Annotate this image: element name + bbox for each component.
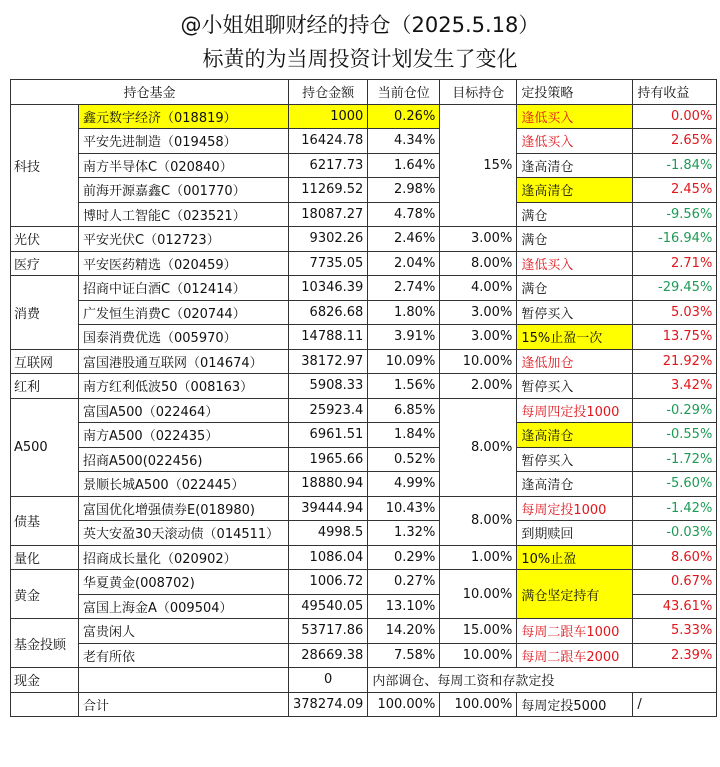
fund-profit: -1.84% [633,153,717,178]
holdings-table [10,79,717,717]
fund-position: 1.32% [368,521,440,546]
fund-profit: 0.67% [633,570,717,595]
category-cash: 现金 [11,668,79,693]
target-internet: 10.00% [440,349,517,374]
fund-amount: 7735.05 [289,251,368,276]
fund-name: 国泰消费优选（005970） [79,325,289,350]
fund-amount: 28669.38 [289,643,368,668]
fund-position: 0.29% [368,545,440,570]
fund-strategy: 到期赎回 [517,521,633,546]
fund-profit: -16.94% [633,227,717,252]
fund-position: 1.56% [368,374,440,399]
fund-position: 0.26% [368,104,440,129]
fund-amount: 53717.86 [289,619,368,644]
fund-amount: 38172.97 [289,349,368,374]
fund-name: 招商A500(022456) [79,447,289,472]
fund-profit: 0.00% [633,104,717,129]
fund-strategy: 满仓 [517,227,633,252]
target-consumer-1: 4.00% [440,276,517,301]
table-row [11,251,717,276]
table-row [11,496,717,521]
fund-amount: 49540.05 [289,594,368,619]
header-fund: 持仓基金 [11,80,289,105]
table-row [11,447,717,472]
header-row [11,80,717,105]
fund-profit: -1.42% [633,496,717,521]
total-row [11,692,717,717]
target-a500: 8.00% [440,398,517,496]
category-bond: 债基 [11,496,79,545]
category-consumer: 消费 [11,276,79,350]
fund-name: 平安先进制造（019458） [79,129,289,154]
target-advisor-2: 10.00% [440,643,517,668]
target-consumer-3: 3.00% [440,325,517,350]
total-label: 合计 [79,692,289,717]
fund-amount: 9302.26 [289,227,368,252]
category-medical: 医疗 [11,251,79,276]
table-row [11,374,717,399]
cash-note: 内部调仓、每周工资和存款定投 [368,668,717,693]
fund-name: 景顺长城A500（022445） [79,472,289,497]
fund-amount: 1086.04 [289,545,368,570]
fund-name: 广发恒生消费C（020744） [79,300,289,325]
fund-profit: 2.39% [633,643,717,668]
table-row [11,570,717,595]
fund-profit: -5.60% [633,472,717,497]
total-target: 100.00% [440,692,517,717]
table-row [11,129,717,154]
header-position: 当前仓位 [368,80,440,105]
header-profit: 持有收益 [633,80,717,105]
fund-profit: -0.29% [633,398,717,423]
target-quant: 1.00% [440,545,517,570]
fund-strategy: 逢高清仓 [517,423,633,448]
fund-name: 招商中证白酒C（012414） [79,276,289,301]
fund-amount: 14788.11 [289,325,368,350]
table-row [11,545,717,570]
fund-name: 博时人工智能C（023521） [79,202,289,227]
fund-name: 前海开源嘉鑫C（001770） [79,178,289,203]
table-row [11,423,717,448]
fund-position: 1.80% [368,300,440,325]
fund-profit: 3.42% [633,374,717,399]
fund-name: 南方半导体C（020840） [79,153,289,178]
category-gold: 黄金 [11,570,79,619]
table-row [11,300,717,325]
target-advisor-1: 15.00% [440,619,517,644]
fund-strategy: 暂停买入 [517,447,633,472]
fund-strategy: 逢高清仓 [517,153,633,178]
fund-strategy: 15%止盈一次 [517,325,633,350]
fund-amount: 1965.66 [289,447,368,472]
fund-position: 2.98% [368,178,440,203]
fund-name: 富国优化增强债券E(018980) [79,496,289,521]
fund-position: 10.43% [368,496,440,521]
table-row [11,153,717,178]
fund-profit: -0.03% [633,521,717,546]
fund-position: 2.04% [368,251,440,276]
fund-name: 平安医药精选（020459） [79,251,289,276]
table-row [11,643,717,668]
target-bond: 8.00% [440,496,517,545]
fund-strategy: 逢低买入 [517,129,633,154]
fund-position: 2.46% [368,227,440,252]
fund-profit: -1.72% [633,447,717,472]
fund-amount: 6217.73 [289,153,368,178]
category-internet: 互联网 [11,349,79,374]
fund-strategy: 逢低买入 [517,251,633,276]
fund-amount: 16424.78 [289,129,368,154]
fund-strategy: 每周二跟车1000 [517,619,633,644]
category-advisor: 基金投顾 [11,619,79,668]
category-dividend: 红利 [11,374,79,399]
fund-amount: 18087.27 [289,202,368,227]
fund-name: 平安光伏C（012723） [79,227,289,252]
fund-name: 老有所依 [79,643,289,668]
page-title [0,0,720,78]
total-profit: / [633,692,717,717]
fund-position: 7.58% [368,643,440,668]
fund-position: 10.09% [368,349,440,374]
fund-profit: 5.03% [633,300,717,325]
total-amount: 378274.09 [289,692,368,717]
fund-amount: 18880.94 [289,472,368,497]
fund-position: 6.85% [368,398,440,423]
category-quant: 量化 [11,545,79,570]
fund-amount: 1006.72 [289,570,368,595]
fund-name: 南方A500（022435） [79,423,289,448]
fund-position: 4.99% [368,472,440,497]
category-a500: A500 [11,398,79,496]
target-solar: 3.00% [440,227,517,252]
fund-name: 华夏黄金(008702) [79,570,289,595]
fund-amount: 1000 [289,104,368,129]
table-row [11,521,717,546]
fund-profit: 8.60% [633,545,717,570]
table-row [11,104,717,129]
fund-strategy: 满仓 [517,276,633,301]
header-strategy: 定投策略 [517,80,633,105]
category-tech: 科技 [11,104,79,227]
fund-strategy: 逢低加仓 [517,349,633,374]
total-strategy: 每周定投5000 [517,692,633,717]
fund-amount: 25923.4 [289,398,368,423]
fund-profit: 2.45% [633,178,717,203]
fund-position: 4.78% [368,202,440,227]
fund-position: 1.64% [368,153,440,178]
fund-position: 3.91% [368,325,440,350]
category-solar: 光伏 [11,227,79,252]
fund-amount: 11269.52 [289,178,368,203]
fund-profit: -29.45% [633,276,717,301]
fund-position: 4.34% [368,129,440,154]
fund-strategy: 每周定投1000 [517,496,633,521]
target-dividend: 2.00% [440,374,517,399]
fund-strategy: 满仓 [517,202,633,227]
fund-profit: -0.55% [633,423,717,448]
target-medical: 8.00% [440,251,517,276]
table-row [11,202,717,227]
fund-position: 1.84% [368,423,440,448]
table-row [11,398,717,423]
table-row [11,349,717,374]
table-row [11,325,717,350]
title-line-1: @小姐姐聊财经的持仓（2025.5.18） [180,13,540,37]
fund-position: 14.20% [368,619,440,644]
fund-amount: 5908.33 [289,374,368,399]
fund-profit: -9.56% [633,202,717,227]
fund-amount: 10346.39 [289,276,368,301]
fund-strategy: 每周二跟车2000 [517,643,633,668]
fund-strategy: 逢高清仓 [517,178,633,203]
fund-position: 0.52% [368,447,440,472]
fund-strategy: 逢高清仓 [517,472,633,497]
table-row [11,178,717,203]
fund-name: 英大安盈30天滚动债（014511） [79,521,289,546]
header-amount: 持仓金额 [289,80,368,105]
fund-profit: 13.75% [633,325,717,350]
table-row [11,276,717,301]
total-position: 100.00% [368,692,440,717]
header-target: 目标持仓 [440,80,517,105]
gold-strategy: 满仓坚定持有 [517,570,633,619]
cash-row [11,668,717,693]
fund-position: 0.27% [368,570,440,595]
fund-position: 2.74% [368,276,440,301]
cash-amount: 0 [289,668,368,693]
fund-amount: 6961.51 [289,423,368,448]
fund-profit: 2.65% [633,129,717,154]
title-line-2: 标黄的为当周投资计划发生了变化 [202,47,518,71]
fund-amount: 6826.68 [289,300,368,325]
target-consumer-2: 3.00% [440,300,517,325]
fund-position: 13.10% [368,594,440,619]
fund-profit: 21.92% [633,349,717,374]
cash-fund [79,668,289,693]
target-gold: 10.00% [440,570,517,619]
fund-name: 南方红利低波50（008163） [79,374,289,399]
fund-name: 富贵闲人 [79,619,289,644]
fund-name: 富国上海金A（009504） [79,594,289,619]
fund-profit: 5.33% [633,619,717,644]
fund-profit: 43.61% [633,594,717,619]
total-category [11,692,79,717]
fund-amount: 39444.94 [289,496,368,521]
fund-strategy: 暂停买入 [517,300,633,325]
table-row [11,227,717,252]
fund-strategy: 暂停买入 [517,374,633,399]
fund-name: 富国A500（022464） [79,398,289,423]
fund-strategy: 逢低买入 [517,104,633,129]
table-row [11,472,717,497]
table-row [11,619,717,644]
fund-strategy: 每周四定投1000 [517,398,633,423]
fund-profit: 2.71% [633,251,717,276]
target-tech: 15% [440,104,517,227]
fund-name: 招商成长量化（020902） [79,545,289,570]
fund-amount: 4998.5 [289,521,368,546]
fund-name: 鑫元数字经济（018819） [79,104,289,129]
fund-strategy: 10%止盈 [517,545,633,570]
fund-name: 富国港股通互联网（014674） [79,349,289,374]
